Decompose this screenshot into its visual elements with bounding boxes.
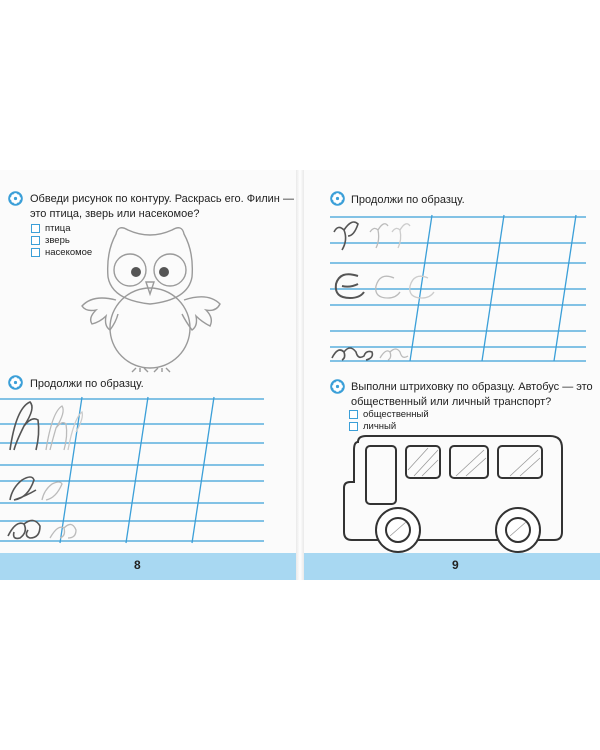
option-bird[interactable]	[31, 223, 71, 234]
checkbox[interactable]	[349, 410, 358, 419]
option-beast-label: зверь	[45, 235, 70, 246]
page-number-right: 9	[452, 558, 459, 572]
flower-icon	[330, 379, 345, 394]
task-pattern-instruction-left: Продолжи по образцу.	[30, 378, 144, 390]
book-gutter	[296, 170, 304, 580]
task-owl-line2: это птица, зверь или насекомое?	[30, 208, 200, 220]
footer-bar-left	[0, 553, 296, 580]
task-pattern-instruction-right: Продолжи по образцу.	[351, 194, 465, 206]
owl-outline-image	[78, 222, 238, 372]
cursive-v-loops-sample	[6, 512, 86, 546]
task-owl-instruction	[30, 192, 294, 222]
option-public[interactable]	[349, 409, 429, 420]
cursive-g-loops-sample	[330, 212, 420, 256]
option-private-label: личный	[363, 421, 397, 432]
flower-icon	[8, 375, 23, 390]
task-bus-line1: Выполни штриховку по образцу. Автобус — это	[351, 381, 593, 393]
option-public-label: общественный	[363, 409, 429, 420]
page-number-left: 8	[134, 558, 141, 572]
task-bus-instruction	[351, 380, 593, 410]
checkbox[interactable]	[349, 422, 358, 431]
cursive-h-loops-sample	[6, 398, 86, 458]
cursive-a-loops-sample	[6, 470, 86, 510]
option-private[interactable]	[349, 421, 396, 432]
checkbox[interactable]	[31, 236, 40, 245]
option-beast[interactable]	[31, 235, 70, 246]
task-owl-line1: Обведи рисунок по контуру. Раскрась его. Филин —	[30, 193, 294, 205]
bus-outline-image	[340, 432, 572, 557]
checkbox[interactable]	[31, 248, 40, 257]
flower-icon	[8, 191, 23, 206]
option-insect-label: насекомое	[45, 247, 93, 258]
checkbox[interactable]	[31, 224, 40, 233]
cursive-no-loops-sample	[330, 338, 420, 364]
flower-icon	[330, 191, 345, 206]
option-bird-label: птица	[45, 223, 71, 234]
cursive-c-loops-sample	[330, 268, 450, 308]
task-bus-line2: общественный или личный транспорт?	[351, 396, 552, 408]
